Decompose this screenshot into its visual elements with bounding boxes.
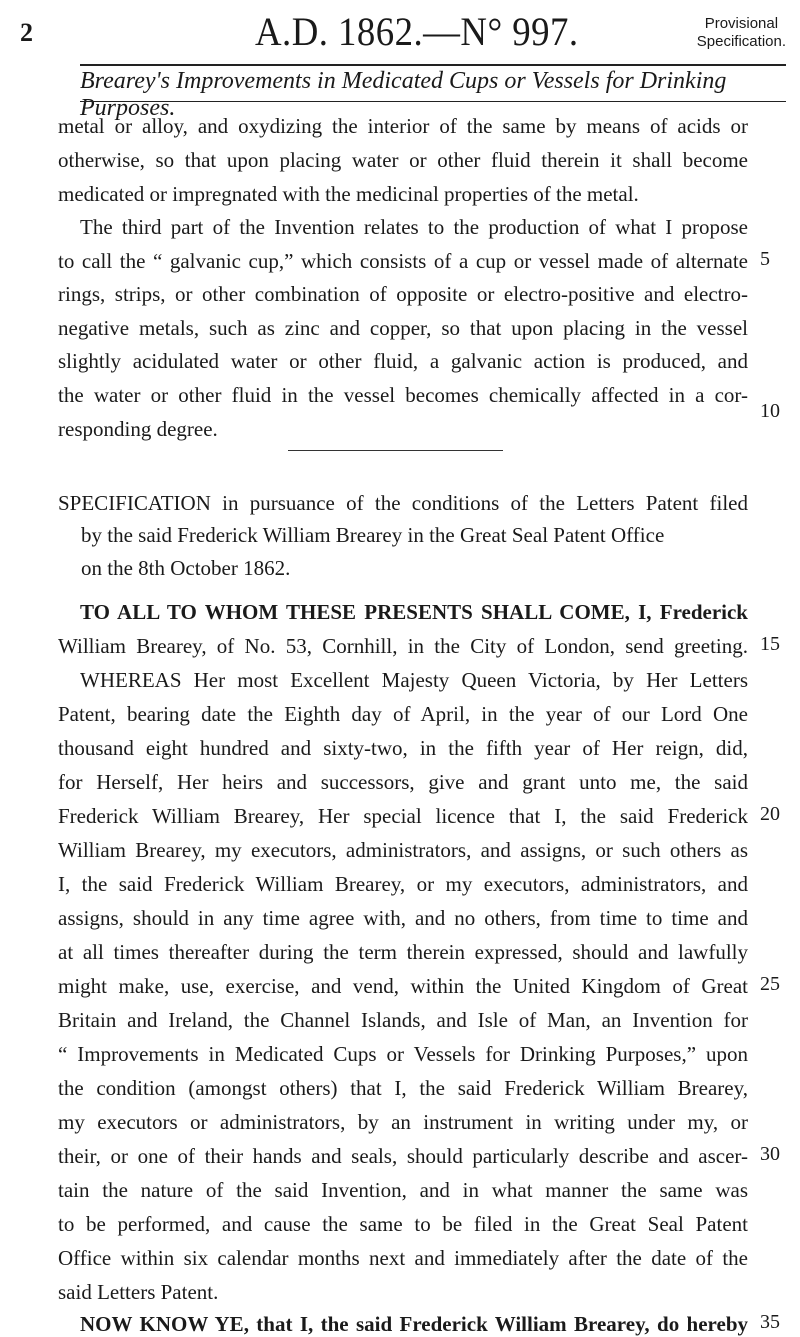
- body-line: Frederick William Brearey, Her special licence that I, the said Frederick: [58, 804, 748, 828]
- body-line: metal or alloy, and oxydizing the interior of the same by means of acids or: [58, 114, 748, 138]
- page-number: 2: [20, 18, 33, 47]
- margin-line-number: 10: [760, 400, 780, 422]
- running-head: Brearey's Improvements in Medicated Cups or Vessels for Drinking Purposes.: [80, 68, 727, 121]
- body-line: said Letters Patent.: [58, 1280, 219, 1304]
- body-line: William Brearey, of No. 53, Cornhill, in the City of London, send greeting.: [58, 634, 748, 658]
- body-line: William Brearey, my executors, administrators, and assigns, or such others as: [58, 838, 748, 862]
- body-line: the water or other fluid in the vessel becomes chemically affected in a cor-: [58, 383, 748, 407]
- body-line: for Herself, Her heirs and successors, give and grant unto me, the said: [58, 770, 748, 794]
- margin-line-number: 15: [760, 633, 780, 655]
- page-title: A.D. 1862.—N° 997.: [255, 9, 579, 54]
- spec-heading-line: SPECIFICATION in pursuance of the conditions of the Letters Patent filed: [58, 491, 748, 515]
- section-divider: [288, 450, 503, 451]
- margin-line-number: 20: [760, 803, 780, 825]
- margin-line-number: 25: [760, 973, 780, 995]
- provisional-label: [697, 15, 786, 51]
- body-line: “ Improvements in Medicated Cups or Vessels for Drinking Purposes,” upon: [58, 1042, 748, 1066]
- body-line: thousand eight hundred and sixty-two, in the fifth year of Her reign, did,: [58, 736, 748, 760]
- body-line: assigns, should in any time agree with, and no others, from time to time and: [58, 906, 748, 930]
- body-line: Patent, bearing date the Eighth day of April, in the year of our Lord One: [58, 702, 748, 726]
- body-line: slightly acidulated water or other fluid, a galvanic action is produced, and: [58, 349, 748, 373]
- body-line: tain the nature of the said Invention, and in what manner the same was: [58, 1178, 748, 1202]
- body-line: their, or one of their hands and seals, should particularly describe and ascer-: [58, 1144, 748, 1168]
- spec-heading-line: on the 8th October 1862.: [81, 556, 291, 580]
- header-rule-bottom: [80, 101, 786, 102]
- body-line: otherwise, so that upon placing water or other fluid therein it shall become: [58, 148, 748, 172]
- body-line: negative metals, such as zinc and copper, so that upon placing in the vessel: [58, 316, 748, 340]
- body-line: The third part of the Invention relates to the production of what I propose: [80, 215, 748, 239]
- body-line: the condition (amongst others) that I, the said Frederick William Brearey,: [58, 1076, 748, 1100]
- body-line: TO ALL TO WHOM THESE PRESENTS SHALL COME, I, Frederick: [80, 600, 748, 624]
- body-line: NOW KNOW YE, that I, the said Frederick William Brearey, do hereby: [80, 1312, 748, 1336]
- body-line: Office within six calendar months next and immediately after the date of the: [58, 1246, 748, 1270]
- body-line: to call the “ galvanic cup,” which consists of a cup or vessel made of alternate: [58, 249, 748, 273]
- margin-line-number: 5: [760, 248, 770, 270]
- body-line: my executors or administrators, by an instrument in writing under my, or: [58, 1110, 748, 1134]
- body-line: to be performed, and cause the same to be filed in the Great Seal Patent: [58, 1212, 748, 1236]
- body-line: responding degree.: [58, 417, 218, 441]
- body-line: might make, use, exercise, and vend, within the United Kingdom of Great: [58, 974, 748, 998]
- body-line: Britain and Ireland, the Channel Islands, and Isle of Man, an Invention for: [58, 1008, 748, 1032]
- margin-line-number: 30: [760, 1143, 780, 1165]
- provisional-line2: Specification.: [696, 33, 786, 50]
- body-line: medicated or impregnated with the medicinal properties of the metal.: [58, 182, 639, 206]
- body-line: I, the said Frederick William Brearey, or my executors, administrators, and: [58, 872, 748, 896]
- body-line: at all times thereafter during the term therein expressed, should and lawfully: [58, 940, 748, 964]
- margin-line-number: 35: [760, 1311, 780, 1333]
- provisional-line1: Provisional: [704, 15, 779, 32]
- header-rule-top: [80, 64, 786, 66]
- spec-heading-line: by the said Frederick William Brearey in the Great Seal Patent Office: [81, 523, 665, 547]
- body-line: WHEREAS Her most Excellent Majesty Queen Victoria, by Her Letters: [80, 668, 748, 692]
- body-line: rings, strips, or other combination of opposite or electro-positive and electro-: [58, 282, 748, 306]
